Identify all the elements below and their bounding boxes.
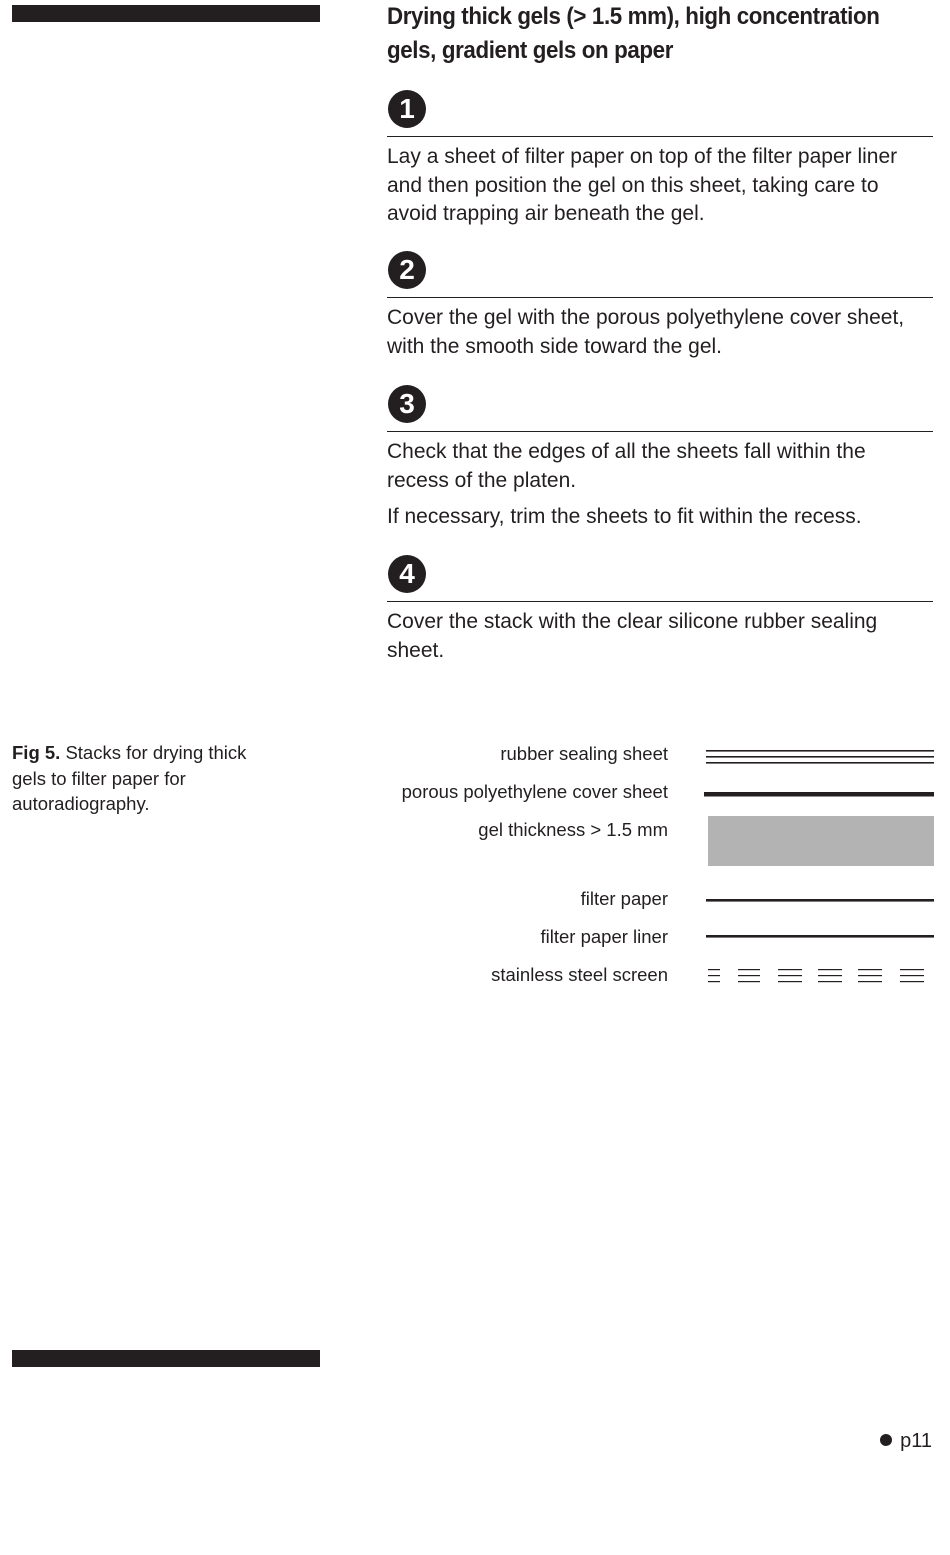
top-decorative-bar bbox=[12, 5, 320, 22]
layer-label-stainless-steel-screen: stainless steel screen bbox=[491, 964, 668, 985]
gel-layer bbox=[708, 816, 934, 866]
figure-caption bbox=[12, 740, 272, 817]
figure-caption-text: Stacks for drying thick gels to filter paper for autoradiography. bbox=[12, 742, 247, 814]
step-1 bbox=[387, 90, 933, 229]
step-number-badge: 3 bbox=[388, 385, 426, 423]
step-instruction: Cover the gel with the porous polyethylene cover sheet, with the smooth side toward the gel. bbox=[387, 306, 905, 358]
filter-paper-layer bbox=[706, 899, 934, 902]
layer-label-gel-thickness: gel thickness > 1.5 mm bbox=[478, 819, 668, 840]
filter-paper-liner-layer bbox=[706, 935, 934, 938]
rubber-sealing-sheet-layer bbox=[706, 750, 934, 764]
step-number-badge: 4 bbox=[388, 555, 426, 593]
step-divider bbox=[387, 136, 933, 137]
step-instruction: Lay a sheet of filter paper on top of the filter paper liner and then position the gel on this sheet, taking care to avoid trapping air beneath the gel. bbox=[387, 145, 898, 225]
step-note: If necessary, trim the sheets to fit within the recess. bbox=[387, 505, 862, 528]
bullet-dot-icon bbox=[880, 1434, 892, 1446]
stainless-steel-screen-layer bbox=[708, 969, 924, 982]
step-divider bbox=[387, 601, 933, 602]
step-divider bbox=[387, 297, 933, 298]
step-number-badge: 2 bbox=[388, 251, 426, 289]
step-2 bbox=[387, 251, 933, 361]
bottom-decorative-bar bbox=[12, 1350, 320, 1367]
step-divider bbox=[387, 431, 933, 432]
step-3 bbox=[387, 385, 933, 532]
step-number-badge: 1 bbox=[388, 90, 426, 128]
layer-label-filter-paper-liner: filter paper liner bbox=[540, 926, 668, 947]
porous-cover-sheet-layer bbox=[704, 792, 934, 797]
step-4 bbox=[387, 555, 933, 665]
layer-label-porous-cover-sheet: porous polyethylene cover sheet bbox=[401, 781, 668, 802]
layer-label-filter-paper: filter paper bbox=[580, 888, 668, 909]
figure-label: Fig 5. bbox=[12, 742, 61, 763]
step-instruction: Check that the edges of all the sheets fall within the recess of the platen. bbox=[387, 440, 866, 492]
page-number-text: p11 bbox=[900, 1430, 932, 1452]
page-number bbox=[880, 1428, 932, 1454]
step-instruction: Cover the stack with the clear silicone rubber sealing sheet. bbox=[387, 610, 878, 662]
page-title: Drying thick gels (> 1.5 mm), high concentration gels, gradient gels on paper bbox=[387, 3, 880, 64]
layer-label-rubber-sealing-sheet: rubber sealing sheet bbox=[500, 743, 668, 764]
stack-diagram bbox=[700, 740, 940, 1000]
